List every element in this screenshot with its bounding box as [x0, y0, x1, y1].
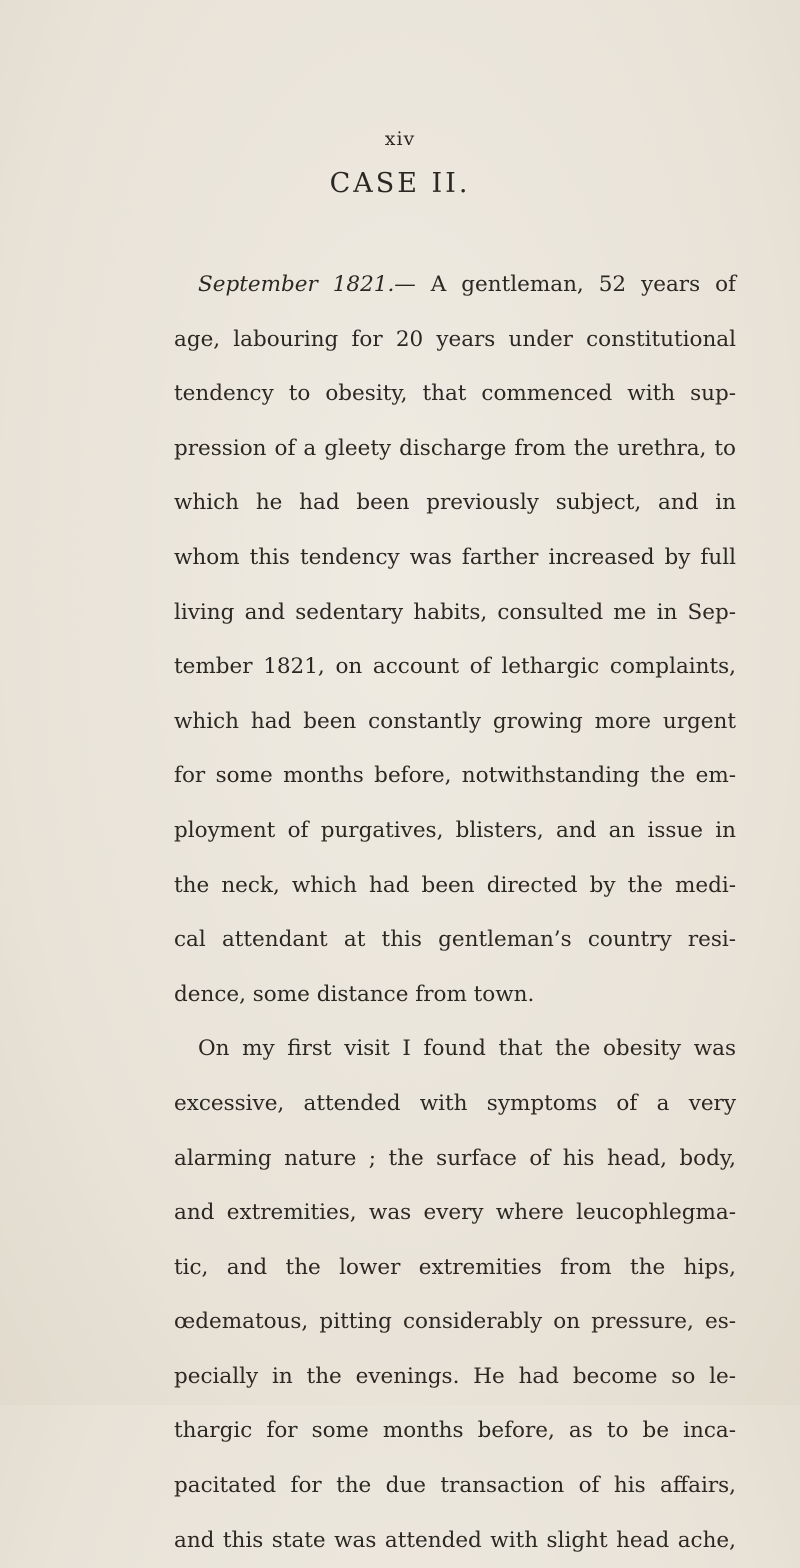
text-line: pression of a gleety discharge from the urethra, to: [174, 435, 736, 461]
text-line: and extremities, was every where leucophlegma-: [174, 1200, 736, 1226]
opening-line: [174, 258, 736, 313]
text-line: pecially in the evenings. He had become so le-: [174, 1363, 736, 1389]
text-line: the neck, which had been directed by the medi-: [174, 872, 736, 898]
paragraph-end-line: dence, some distance from town.: [174, 981, 535, 1007]
paragraph-start-line: On my first visit I found that the obesity was: [198, 1036, 736, 1062]
text-line: excessive, attended with symptoms of a very: [174, 1090, 736, 1116]
text-line: pacitated for the due transaction of his affairs,: [174, 1473, 736, 1499]
opening-line-rest: — A gentleman, 52 years of: [394, 272, 736, 297]
text-line: œdematous, pitting considerably on pressure, es-: [174, 1309, 736, 1335]
text-line: age, labouring for 20 years under constitutional: [174, 326, 736, 352]
text-line: and this state was attended with slight head ache,: [174, 1527, 736, 1553]
text-line: which he had been previously subject, and in: [174, 490, 736, 516]
text-line: which had been constantly growing more urgent: [174, 708, 736, 734]
text-line: tic, and the lower extremities from the hips,: [174, 1254, 736, 1280]
text-line: alarming nature ; the surface of his head, body,: [174, 1145, 736, 1171]
case-title: CASE II.: [329, 168, 471, 199]
case-date: September 1821.: [198, 272, 395, 297]
text-line: whom this tendency was farther increased by full: [174, 544, 736, 570]
text-line: ployment of purgatives, blisters, and an issue in: [174, 817, 736, 843]
text-line: cal attendant at this gentleman’s country resi-: [174, 927, 736, 953]
text-line: thargic for some months before, as to be inca-: [174, 1418, 736, 1444]
text-line: tendency to obesity, that commenced with sup-: [174, 381, 736, 407]
text-line: for some months before, notwithstanding the em-: [174, 763, 736, 789]
body-text: [174, 258, 736, 1568]
text-line: tember 1821, on account of lethargic complaints,: [174, 654, 736, 680]
page-number: xiv: [384, 128, 416, 150]
text-line: living and sedentary habits, consulted me in Sep-: [174, 599, 736, 625]
